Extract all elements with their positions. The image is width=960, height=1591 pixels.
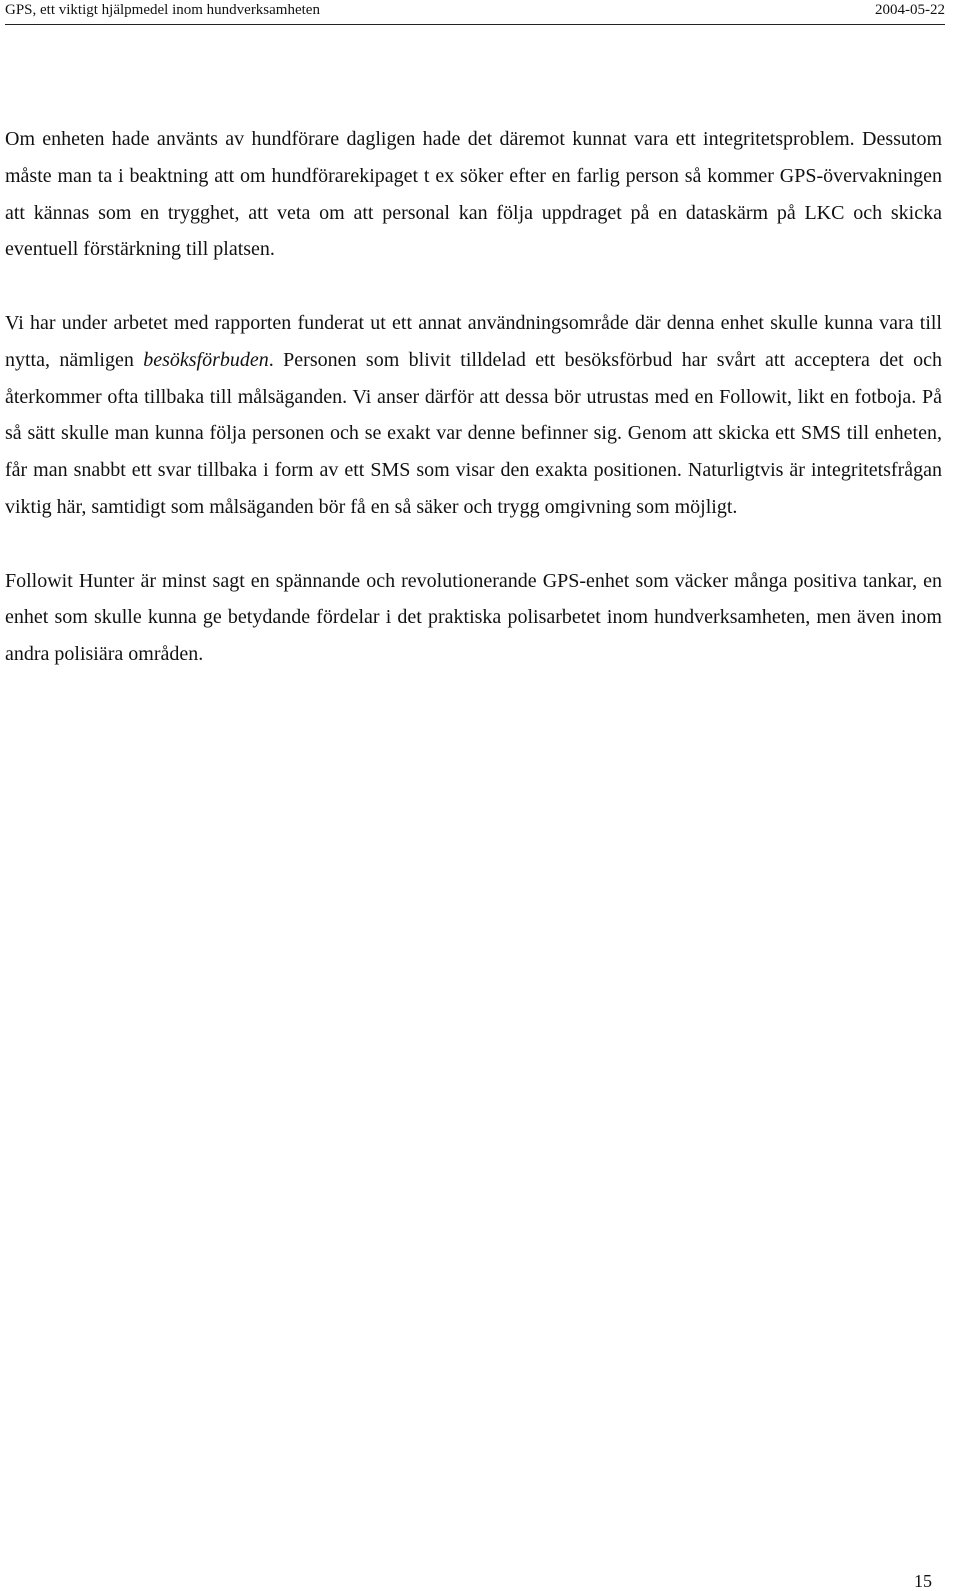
page-number: 15 — [914, 1571, 932, 1591]
paragraph-visiting-ban — [5, 305, 942, 526]
page-header — [5, 0, 945, 25]
header-date: 2004-05-22 — [875, 2, 945, 18]
emphasized-term: besöksförbuden — [143, 348, 269, 371]
paragraph-integrity: Om enheten hade använts av hundförare dagligen hade det däremot kunnat vara ett integritetsproblem. Dessutom måste man ta i beaktning att om hundförarekipaget t ex söker efter en farlig person så kommer GPS-övervakningen att kännas som en trygghet, att veta om att personal kan följa uppdraget på en dataskärm på LKC och skicka eventuell förstärkning till platsen. — [5, 128, 942, 261]
document-body — [5, 121, 942, 673]
paragraph-conclusion: Followit Hunter är minst sagt en spännande och revolutionerande GPS-enhet som väcker många positiva tankar, en enhet som skulle kunna ge betydande fördelar i det praktiska polisarbetet inom hundverksamheten, men även inom andra polisiära områden. — [5, 569, 942, 666]
header-title: GPS, ett viktigt hjälpmedel inom hundverksamheten — [5, 2, 320, 18]
paragraph-text: . Personen som blivit tilldelad ett besöksförbud har svårt att acceptera det och återkommer ofta tillbaka till målsäganden. Vi anser därför att dessa bör utrustas med en Followit, likt en fotboja. På så sätt skulle man kunna följa personen och se exakt var denne befinner sig. Genom att skicka ett SMS till enheten, får man snabbt ett svar tillbaka i form av ett SMS som visar den exakta positionen. Naturligtvis är integritetsfrågan viktig här, samtidigt som målsäganden bör få en så säker och trygg omgivning som möjligt. — [5, 348, 943, 518]
paragraph-text: Vi har under arbetet med rapporten funderat ut ett annat användningsområde där denna enhet skulle kunna vara till nytta, nämligen — [5, 311, 942, 371]
